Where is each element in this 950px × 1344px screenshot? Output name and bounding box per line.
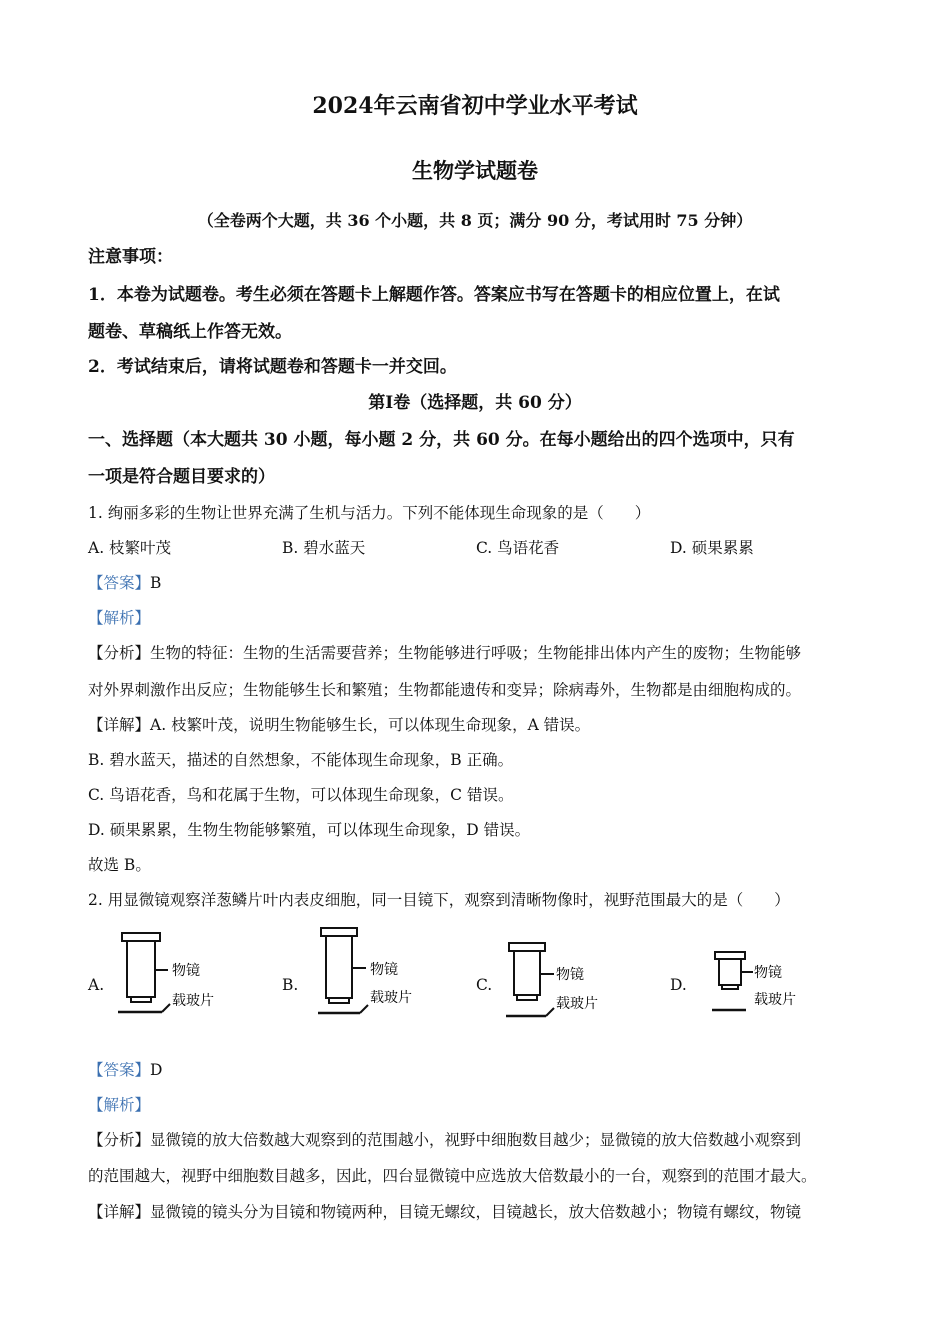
q2-option-a-diagram — [116, 928, 256, 1018]
detail-tag: 【详解】 — [88, 1203, 151, 1221]
answer-tag: 【答案】 — [88, 1061, 151, 1079]
q2-analysis-text-1: 显微镜的放大倍数越大观察到的范围越小，视野中细胞数目越少；显微镜的放大倍数越小观察到 — [150, 1131, 802, 1149]
q1-option-b: B. 碧水蓝天 — [282, 539, 366, 557]
section-heading-line-1: 一、选择题（本大题共 30 小题，每小题 2 分，共 60 分。在每小题给出的四个选项中，只有 — [88, 430, 795, 450]
q1-analysis-line-2: 对外界刺激作出反应；生物能够生长和繁殖；生物都能遗传和变异；除病毒外，生物都是由细胞构成的。 — [88, 681, 802, 699]
notice-item-2: 2．考试结束后，请将试题卷和答题卡一并交回。 — [88, 357, 457, 377]
q2-option-d-label: D. — [670, 976, 687, 994]
q2-c-slide-label: 载玻片 — [556, 996, 598, 1012]
q1-answer-line — [88, 573, 161, 593]
explanation-tag: 【解析】 — [88, 609, 151, 627]
q1-detail-line-1 — [88, 715, 590, 735]
exam-info: （全卷两个大题，共 36 个小题，共 8 页；满分 90 分，考试用时 75 分钟） — [197, 211, 753, 230]
part-title: 第Ⅰ卷（选择题，共 60 分） — [368, 393, 582, 413]
q2-option-b-diagram — [316, 922, 456, 1018]
q1-detail-d: D. 硕果累累，生物生物能够繁殖，可以体现生命现象，D 错误。 — [88, 821, 531, 839]
q2-option-a-label: A. — [88, 976, 105, 994]
q2-analysis-line-1 — [88, 1130, 801, 1150]
q2-stem: 2. 用显微镜观察洋葱鳞片叶内表皮细胞，同一目镜下，观察到清晰物像时，视野范围最大的是（ ） — [88, 891, 790, 909]
section-heading-line-2: 一项是符合题目要求的） — [88, 467, 275, 487]
q1-conclusion: 故选 B。 — [88, 856, 151, 874]
q1-stem: 1. 绚丽多彩的生物让世界充满了生机与活力。下列不能体现生命现象的是（ ） — [88, 504, 651, 522]
q1-analysis-line-1 — [88, 643, 801, 663]
q2-analysis-line-2: 的范围越大，视野中细胞数目越多，因此，四台显微镜中应选放大倍数最小的一台，观察到的范围才最大。 — [88, 1167, 817, 1185]
q2-d-slide-label: 载玻片 — [754, 992, 796, 1008]
q1-answer: B — [150, 574, 162, 592]
q2-option-d-diagram — [710, 947, 840, 1017]
q2-answer-line — [88, 1060, 162, 1080]
q1-analysis-text-1: 生物的特征：生物的生活需要营养；生物能够进行呼吸；生物能排出体内产生的废物；生物能够 — [150, 644, 802, 662]
analysis-tag: 【分析】 — [88, 1131, 151, 1149]
q1-option-c: C. 鸟语花香 — [476, 539, 560, 557]
explanation-tag: 【解析】 — [88, 1096, 151, 1114]
q1-option-d: D. 硕果累累 — [670, 539, 754, 557]
exam-title: 2024年云南省初中学业水平考试 — [312, 93, 638, 119]
q1-option-a: A. 枝繁叶茂 — [88, 539, 172, 557]
q2-d-objective-label: 物镜 — [754, 965, 782, 981]
objective-longest-b-svg — [316, 922, 456, 1018]
q2-a-objective-label: 物镜 — [172, 963, 200, 979]
q2-b-objective-label: 物镜 — [370, 962, 398, 978]
objective-medium-c-svg — [504, 938, 644, 1022]
detail-tag: 【详解】 — [88, 716, 151, 734]
q2-explanation-line — [88, 1095, 150, 1115]
q2-answer: D — [150, 1061, 163, 1079]
q2-option-c-label: C. — [476, 976, 493, 994]
q2-detail-text-1: 显微镜的镜头分为目镜和物镜两种，目镜无螺纹，目镜越长，放大倍数越小；物镜有螺纹，物镜 — [150, 1203, 802, 1221]
exam-subtitle: 生物学试题卷 — [412, 158, 538, 183]
notice-heading: 注意事项： — [88, 247, 173, 267]
q2-a-slide-label: 载玻片 — [172, 993, 214, 1009]
answer-tag: 【答案】 — [88, 574, 151, 592]
analysis-tag: 【分析】 — [88, 644, 151, 662]
notice-item-1-line-2: 题卷、草稿纸上作答无效。 — [88, 322, 292, 342]
q2-option-b-label: B. — [282, 976, 299, 994]
q2-b-slide-label: 载玻片 — [370, 990, 412, 1006]
q2-option-c-diagram — [504, 938, 644, 1022]
notice-item-1-line-1: 1．本卷为试题卷。考生必须在答题卡上解题作答。答案应书写在答题卡的相应位置上，在试 — [88, 285, 780, 305]
q2-c-objective-label: 物镜 — [556, 967, 584, 983]
objective-short-d-svg — [710, 947, 840, 1017]
q1-detail-b: B. 碧水蓝天，描述的自然想象，不能体现生命现象，B 正确。 — [88, 751, 514, 769]
q1-detail-text-1: A. 枝繁叶茂，说明生物能够生长，可以体现生命现象，A 错误。 — [150, 716, 591, 734]
q2-detail-line-1 — [88, 1202, 801, 1222]
q1-explanation-line — [88, 608, 150, 628]
q1-detail-c: C. 鸟语花香，鸟和花属于生物，可以体现生命现象，C 错误。 — [88, 786, 514, 804]
objective-long-a-svg — [116, 928, 256, 1018]
